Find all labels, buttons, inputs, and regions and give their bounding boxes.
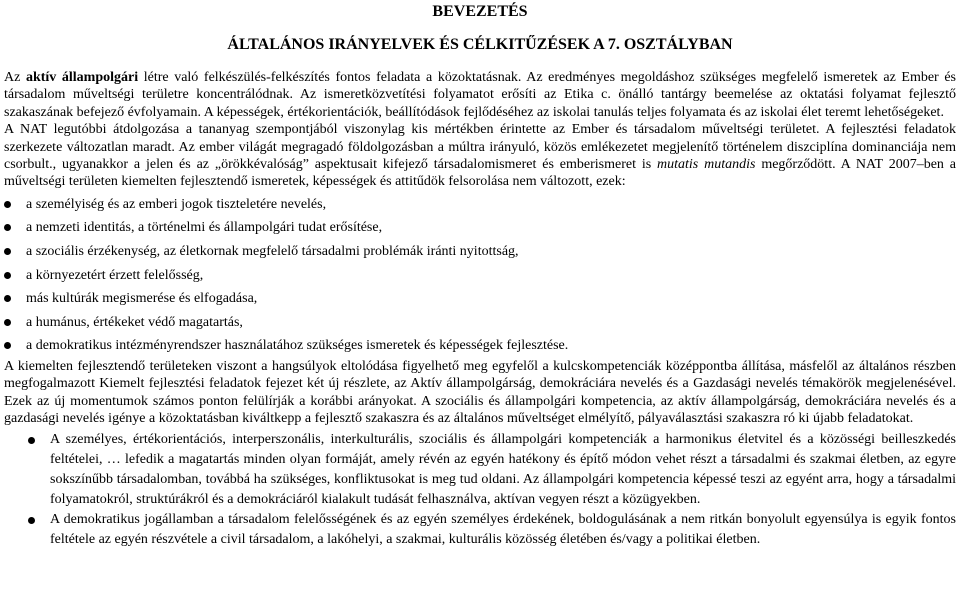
document-heading: BEVEZETÉS bbox=[432, 3, 528, 20]
list-item: a személyiség és az emberi jogok tiszteletére nevelés, bbox=[4, 193, 956, 217]
list-item: a szociális érzékenység, az életkornak megfelelő társadalmi problémák iránti nyitottság, bbox=[4, 240, 956, 264]
list-item: A demokratikus jogállamban a társadalom felelősségének és az egyén személyes érdekének, boldogulásának a nem ritkán bonyolult egyensúlya is egyik fontos feltétele az egyén részvétele a civil társadalom, a lakóhelyi, a szakmai, kulturális közösség életében és/vagy a politikai életben. bbox=[26, 510, 956, 550]
list-item: A személyes, értékorientációs, interperszonális, interkulturális, szociális és állampolgári kompetenciák a harmonikus életvitel és a közösségi beilleszkedés feltételei, … lefedik a magatartás minden olyan formáját, amely révén az egyén hatékony és építő módon vehet részt a társadalmi és szakmai életben, az egyre sokszínűbb társadalomban, továbbá ha szükséges, konfliktusokat is meg tud oldani. Az állampolgári kompetencia képessé teszi az egyént arra, hogy a társadalmi folyamatokról, struktúrákról és a demokráciáról kialakult tudását felhasználva, aktívan vegyen részt a közügyekben. bbox=[26, 430, 956, 510]
document-page bbox=[0, 2, 960, 613]
nat-text-start: A NAT legutóbbi átdolgozása a tananyag szempontjából viszonylag kis mértékben érintette az Ember és társadalom műveltségi területet. A fejlesztési feladatok szerkezete változatlan maradt. Az ember világát megragadó földolgozásban a múltra irányuló, közös emlékezetet megjelenítő történelem diszciplína dominanciája nem csorbult., ugyanakkor a jelen és az „örökkévalóság” aspektusait kifejező társadalomismeret és emberismeret is bbox=[4, 122, 956, 173]
intro-text-rest: létre való felkészülés-felkészítés fontos feladata a közoktatásnak. Az eredményes megoldáshoz szükséges megfelelő ismeretek az Ember és társadalom műveltségi területre koncentrálódnak. Az ismeretközvetítési folyamatot erősíti az Etika c. önálló tantárgy beemelése az oktatási folyamat fejlesztő szakaszának befejező évfolyamain. A képességek, értékorientációk, beállítódások fejlődéséhez az iskolai tanulás teljes folyamata és az iskolai élet teremt lehetőségeket. bbox=[4, 70, 956, 120]
emphasis-paragraph: A kiemelten fejlesztendő területeken viszont a hangsúlyok eltolódása figyelhető meg egyfelől a kulcskompetenciák középpontba állítása, másfelől az általános részben megfogalmazott Kiemelt fejlesztési feladatok fejezet két új részlete, az Aktív állampolgárság, demokráciára nevelés és a Gazdasági nevelés témakörök megjelenésével. Ezek az új momentumok számos ponton felülírják a korábbi arányokat. A szociális és állampolgári kompetencia, az aktív állampolgárság, demokráciára nevelés és a gazdasági nevelés igénye a közoktatásban kiváltkepp a fejlesztő szakaszra és az általános műveltséget elmélyítő, pályaválasztási szakaszra ró ki újabb feladatokat. bbox=[4, 359, 956, 427]
intro-paragraph bbox=[4, 69, 956, 121]
list-item: más kultúrák megismerése és elfogadása, bbox=[4, 287, 956, 311]
competencies-list bbox=[4, 430, 956, 550]
section-subheading: ÁLTALÁNOS IRÁNYELVEK ÉS CÉLKITŰZÉSEK A 7. OSZTÁLYBAN bbox=[227, 36, 733, 53]
list-item: a demokratikus intézményrendszer használatához szükséges ismeretek és képességek fejlesztése. bbox=[4, 334, 956, 358]
list-item: a környezetért érzett felelősség, bbox=[4, 264, 956, 288]
development-goals-list bbox=[4, 193, 956, 358]
list-item: a nemzeti identitás, a történelmi és állampolgári tudat erősítése, bbox=[4, 216, 956, 240]
nat-text-rest: megőrződött. A NAT 2007–ben a műveltségi területen kiemelten fejlesztendő ismeretek, képességek és attitűdök felsorolása nem változott, ezek: bbox=[4, 157, 956, 190]
list-item: a humánus, értékeket védő magatartás, bbox=[4, 311, 956, 335]
nat-paragraph bbox=[4, 121, 956, 191]
intro-text-start: Az bbox=[4, 70, 26, 85]
intro-bold-term: aktív állampolgári bbox=[25, 70, 139, 85]
latin-phrase: mutatis mutandis bbox=[657, 157, 756, 173]
